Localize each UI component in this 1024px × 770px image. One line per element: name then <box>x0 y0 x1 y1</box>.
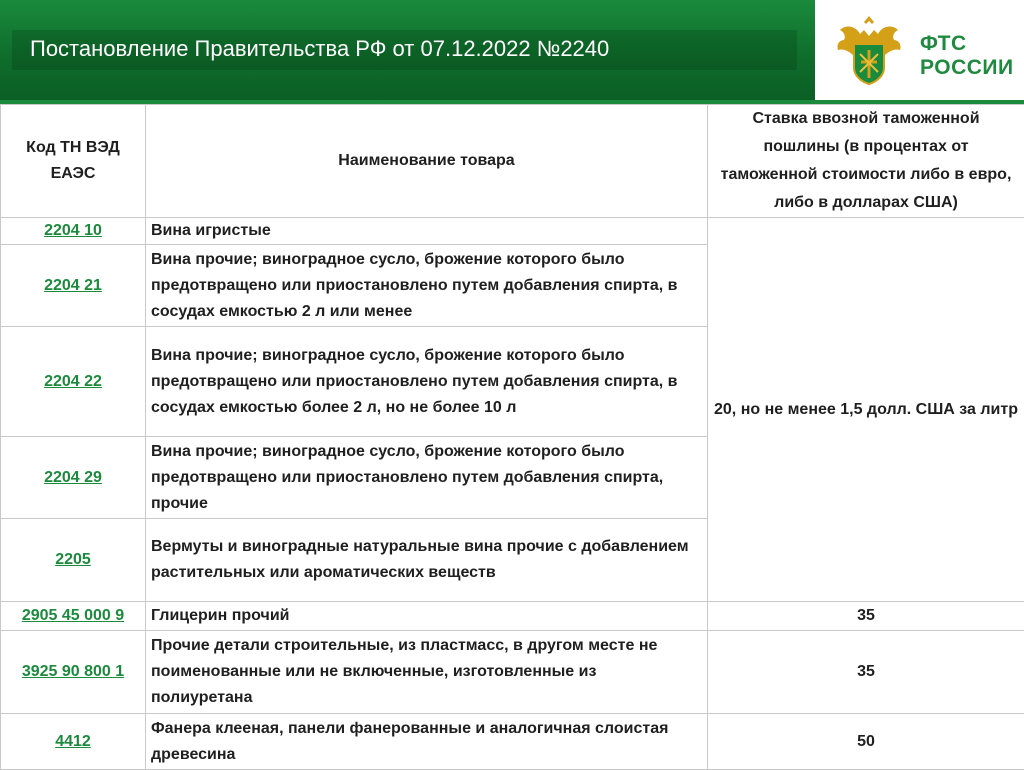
code-link[interactable]: 3925 90 800 1 <box>1 631 146 714</box>
table-row <box>1 631 1024 714</box>
table-row <box>1 714 1024 770</box>
rate-value: 50 <box>708 714 1024 770</box>
tariff-table <box>0 104 1024 770</box>
product-name: Вина прочие; виноградное сусло, брожение которого было предотвращено или приостановлено путем добавления спирта, в сосудах емкостью 2 л или менее <box>146 245 708 327</box>
header-name: Наименование товара <box>146 105 708 218</box>
logo-text-russia: РОССИИ <box>920 56 1014 80</box>
header-rate: Ставка ввозной таможенной пошлины (в процентах от таможенной стоимости либо в евро, либо в долларах США) <box>708 105 1024 218</box>
merged-rate: 20, но не менее 1,5 долл. США за литр <box>708 218 1024 602</box>
page-title: Постановление Правительства РФ от 07.12.2022 №2240 <box>30 36 609 62</box>
product-name: Вермуты и виноградные натуральные вина прочие с добавлением растительных или ароматических веществ <box>146 519 708 602</box>
rate-value: 35 <box>708 631 1024 714</box>
product-name: Прочие детали строительные, из пластмасс, в другом месте не поименованные или не включенные, изготовленные из полиуретана <box>146 631 708 714</box>
product-name: Вина прочие; виноградное сусло, брожение которого было предотвращено или приостановлено путем добавления спирта, в сосудах емкостью более 2 л, но не более 10 л <box>146 327 708 437</box>
product-name: Фанера клееная, панели фанерованные и аналогичная слоистая древесина <box>146 714 708 770</box>
product-name: Глицерин прочий <box>146 602 708 631</box>
double-headed-eagle-emblem-icon <box>828 10 910 90</box>
product-name: Вина прочие; виноградное сусло, брожение которого было предотвращено или приостановлено путем добавления спирта, прочие <box>146 437 708 519</box>
header-code: Код ТН ВЭД ЕАЭС <box>1 105 146 218</box>
table-row <box>1 218 1024 245</box>
code-link[interactable]: 2905 45 000 9 <box>1 602 146 631</box>
table-row <box>1 602 1024 631</box>
code-link[interactable]: 2205 <box>1 519 146 602</box>
code-link[interactable]: 2204 10 <box>1 218 146 245</box>
product-name: Вина игристые <box>146 218 708 245</box>
rate-value: 35 <box>708 602 1024 631</box>
logo-text-fts: ФТС <box>920 32 967 56</box>
code-link[interactable]: 2204 21 <box>1 245 146 327</box>
code-link[interactable]: 2204 29 <box>1 437 146 519</box>
table-header-row <box>1 105 1024 218</box>
fts-logo <box>828 10 1018 90</box>
slide-header <box>0 0 1024 100</box>
code-link[interactable]: 2204 22 <box>1 327 146 437</box>
code-link[interactable]: 4412 <box>1 714 146 770</box>
